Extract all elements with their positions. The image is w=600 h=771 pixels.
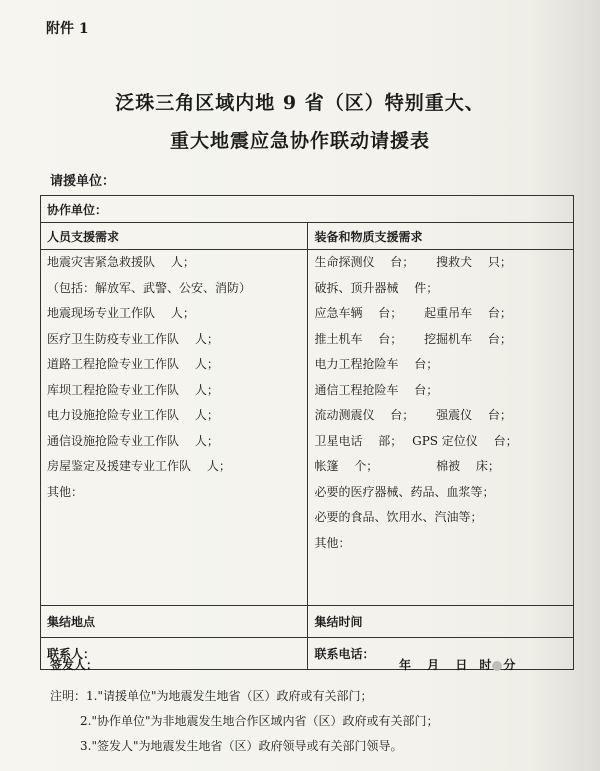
contact-phone-label: 联系电话： — [314, 647, 375, 661]
note-2: 2."协作单位"为非地震发生地合作区域内省（区）政府或有关部门； — [80, 714, 439, 728]
equipment-item: 流动测震仪 台； 强震仪 台； — [314, 408, 512, 422]
assembly-time-label: 集结时间 — [314, 615, 363, 629]
equipment-item: 卫星电话 部； GPS 定位仪 台； — [314, 433, 518, 448]
signer-label: 签发人： — [50, 658, 99, 672]
equipment-item: 通信工程抢险车 台； — [314, 382, 439, 397]
date-line — [399, 656, 515, 673]
personnel-item: 医疗卫生防疫专业工作队 人； — [47, 331, 219, 346]
equipment-item: 帐篷 个； 棉被 床； — [314, 459, 500, 473]
personnel-item: 电力设施抢险专业工作队 人； — [47, 408, 219, 422]
assembly-place-cell[interactable] — [41, 606, 308, 638]
equipment-item: 必要的医疗器械、药品、血浆等； — [314, 484, 495, 499]
equipment-item: 其他： — [314, 535, 351, 550]
date-text-b: 分 — [503, 658, 516, 672]
page-title-line1: 泛珠三角区域内地 9 省（区）特别重大、 — [115, 92, 485, 114]
date-text-a: 年 月 日 时 — [399, 658, 492, 672]
note-1: 注明：1."请援单位"为地震发生地省（区）政府或有关部门； — [50, 689, 373, 703]
personnel-item: 地震灾害紧急救援队 人； — [47, 255, 195, 269]
contact-person-label: 联系人： — [47, 647, 96, 661]
equipment-item: 应急车辆 台； 起重吊车 台； — [314, 306, 512, 320]
personnel-item: 库坝工程抢险专业工作队 人； — [47, 382, 219, 397]
personnel-header: 人员支援需求 — [41, 223, 308, 250]
personnel-list[interactable] — [41, 250, 308, 606]
equipment-item: 必要的食品、饮用水、汽油等； — [314, 510, 483, 524]
assembly-place-label: 集结地点 — [47, 615, 96, 629]
personnel-item: 其他： — [47, 484, 84, 499]
personnel-item: 地震现场专业工作队 人； — [47, 306, 195, 320]
notes — [50, 684, 439, 759]
personnel-item: 通信设施抢险专业工作队 人； — [47, 433, 219, 448]
note-3: 3."签发人"为地震发生地省（区）政府领导或有关部门领导。 — [80, 739, 403, 753]
assembly-time-cell[interactable] — [308, 606, 574, 638]
personnel-item: 房屋鉴定及援建专业工作队 人； — [47, 459, 231, 473]
page-title-line2: 重大地震应急协作联动请援表 — [169, 130, 430, 152]
equipment-item: 生命探测仪 台； 搜救犬 只； — [314, 255, 512, 269]
personnel-item: 道路工程抢险专业工作队 人； — [47, 357, 219, 371]
attachment-label: 附件 1 — [46, 21, 89, 37]
personnel-item: （包括：解放军、武警、公安、消防） — [47, 280, 252, 295]
request-unit-label: 请援单位： — [50, 174, 116, 189]
equipment-header: 装备和物质支援需求 — [308, 223, 574, 250]
equipment-item: 破拆、顶升器械 件； — [314, 280, 439, 295]
coop-unit-label: 协作单位： — [47, 202, 108, 217]
request-form-table — [40, 195, 574, 670]
equipment-item: 电力工程抢险车 台； — [314, 357, 439, 371]
ink-smudge — [492, 661, 502, 671]
coop-unit-cell[interactable] — [41, 196, 574, 223]
equipment-list[interactable] — [308, 250, 574, 606]
equipment-item: 推土机车 台； 挖掘机车 台； — [314, 331, 512, 346]
